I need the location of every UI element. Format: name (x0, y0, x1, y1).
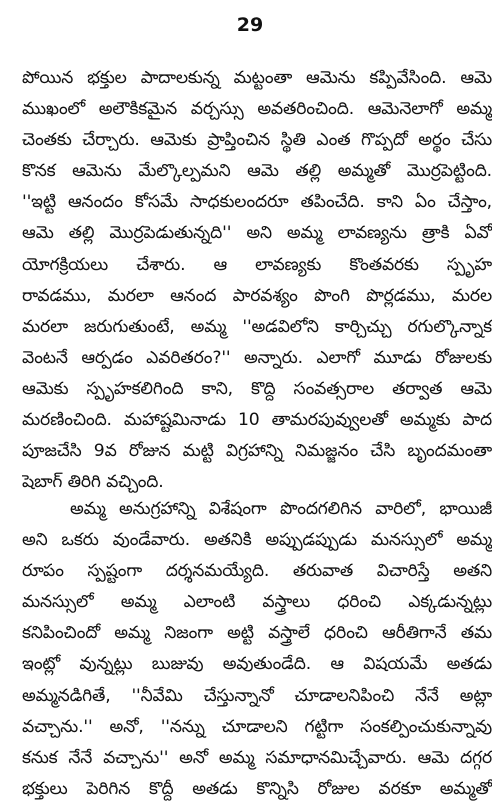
text-line: ఇంట్లో వున్నట్లు బుజువు అవుతుండేది. ఆ విషయమే అతడు (22, 654, 492, 675)
text-line: రావడము, మరలా ఆనంద పారవశ్యం పొంగి పొర్లడము, మరల (22, 285, 492, 306)
paragraph-1 (22, 63, 492, 498)
text-line: పోయిన భక్తుల పాదాలకున్న మట్టంతా ఆమెను కప్పివేసింది. ఆమె (22, 68, 492, 88)
page-number: 29 (236, 14, 264, 36)
text-line: అమ్మ అనుగ్రహాన్ని విశేషంగా పొందగలిగిన వారిలో, భాయిజీ (70, 499, 492, 519)
text-line: అమ్మనడిగితే, ''నీవేమి చేస్తున్నానో చూడాలనిపించి నేనే అట్లా (22, 685, 492, 706)
text-line: మనస్సులో అమ్మ ఎలాంటి వస్త్రాలు ధరించి ఎక్కడున్నట్లు (22, 592, 492, 613)
paragraph-2 (22, 494, 492, 805)
text-line: ముఖంలో అలౌకికమైన వర్చస్సు అవతరించింది. ఆమెనెలాగో అమ్మ (22, 99, 492, 120)
text-line: ఆమెకు స్పృహకలిగింది కాని, కొద్ది సంవత్సరాల తర్వాత ఆమె (22, 378, 492, 399)
text-line: షెబాగ్ తిరిగి వచ్చింది. (22, 472, 164, 493)
text-line: కనుక నేనే వచ్చాను'' అనో అమ్మ సమాధానమిచ్చేవారు. ఆమె దగ్గర (22, 747, 492, 768)
text-line: కొనక ఆమెను మేల్కొల్పమని ఆమె తల్లి అమ్మతో మొర్రపెట్టింది. (22, 161, 492, 182)
text-line: రూపం స్పష్టంగా దర్శనమయ్యేది. తరువాత విచారిస్తే అతని (22, 561, 492, 582)
text-line: భక్తులు పెరిగిన కొద్దీ అతడు కొన్నిసి రోజుల వరకూ అమ్మతో (22, 778, 492, 799)
text-line: మరణించింది. మహాష్టమినాడు 10 తామరపువ్వులతో అమ్మకు పాద (22, 410, 492, 431)
text-line: యోగక్రియలు చేశారు. ఆ లావణ్యకు కొంతవరకు స్పృహ (22, 254, 492, 275)
text-line: కనిపించిందో అమ్మ నిజంగా అట్టి వస్త్రాలే ధరించి ఆరీతిగానే తమ (22, 623, 492, 644)
text-line: మరలా జరుగుతుంటే, అమ్మ ''అడవిలోని కార్చిచ్చు రగుల్కొన్నాక (22, 316, 492, 337)
text-line: ఆమె తల్లి మొర్రపెడుతున్నది'' అని అమ్మ లావణ్యను త్రాకి ఏవో (22, 223, 492, 244)
text-line: పూజచేసి 9వ రోజున మట్టి విగ్రహాన్ని నిమజ్జనం చేసి బృందమంతా (22, 441, 492, 462)
text-line: వెంటనే ఆర్పడం ఎవరితరం?'' అన్నారు. ఎలాగో మూడు రోజులకు (22, 347, 492, 368)
text-line: వచ్చాను.'' అనో, ''నన్ను చూడాలని గట్టిగా సంకల్పించుకున్నావు (22, 716, 492, 737)
text-line: అని ఒకరు వుండేవారు. అతనికి అప్పుడప్పుడు మనస్సులో అమ్మ (22, 530, 492, 551)
text-line: ''ఇట్టి ఆనందం కోసమే సాధకులందరూ తపించేది. కాని ఏం చేస్తాం, (22, 192, 492, 213)
text-line: చెంతకు చేర్చారు. ఆమెకు ప్రాప్తించిన స్థితి ఎంత గొప్పదో అర్థం చేసు (22, 130, 492, 151)
